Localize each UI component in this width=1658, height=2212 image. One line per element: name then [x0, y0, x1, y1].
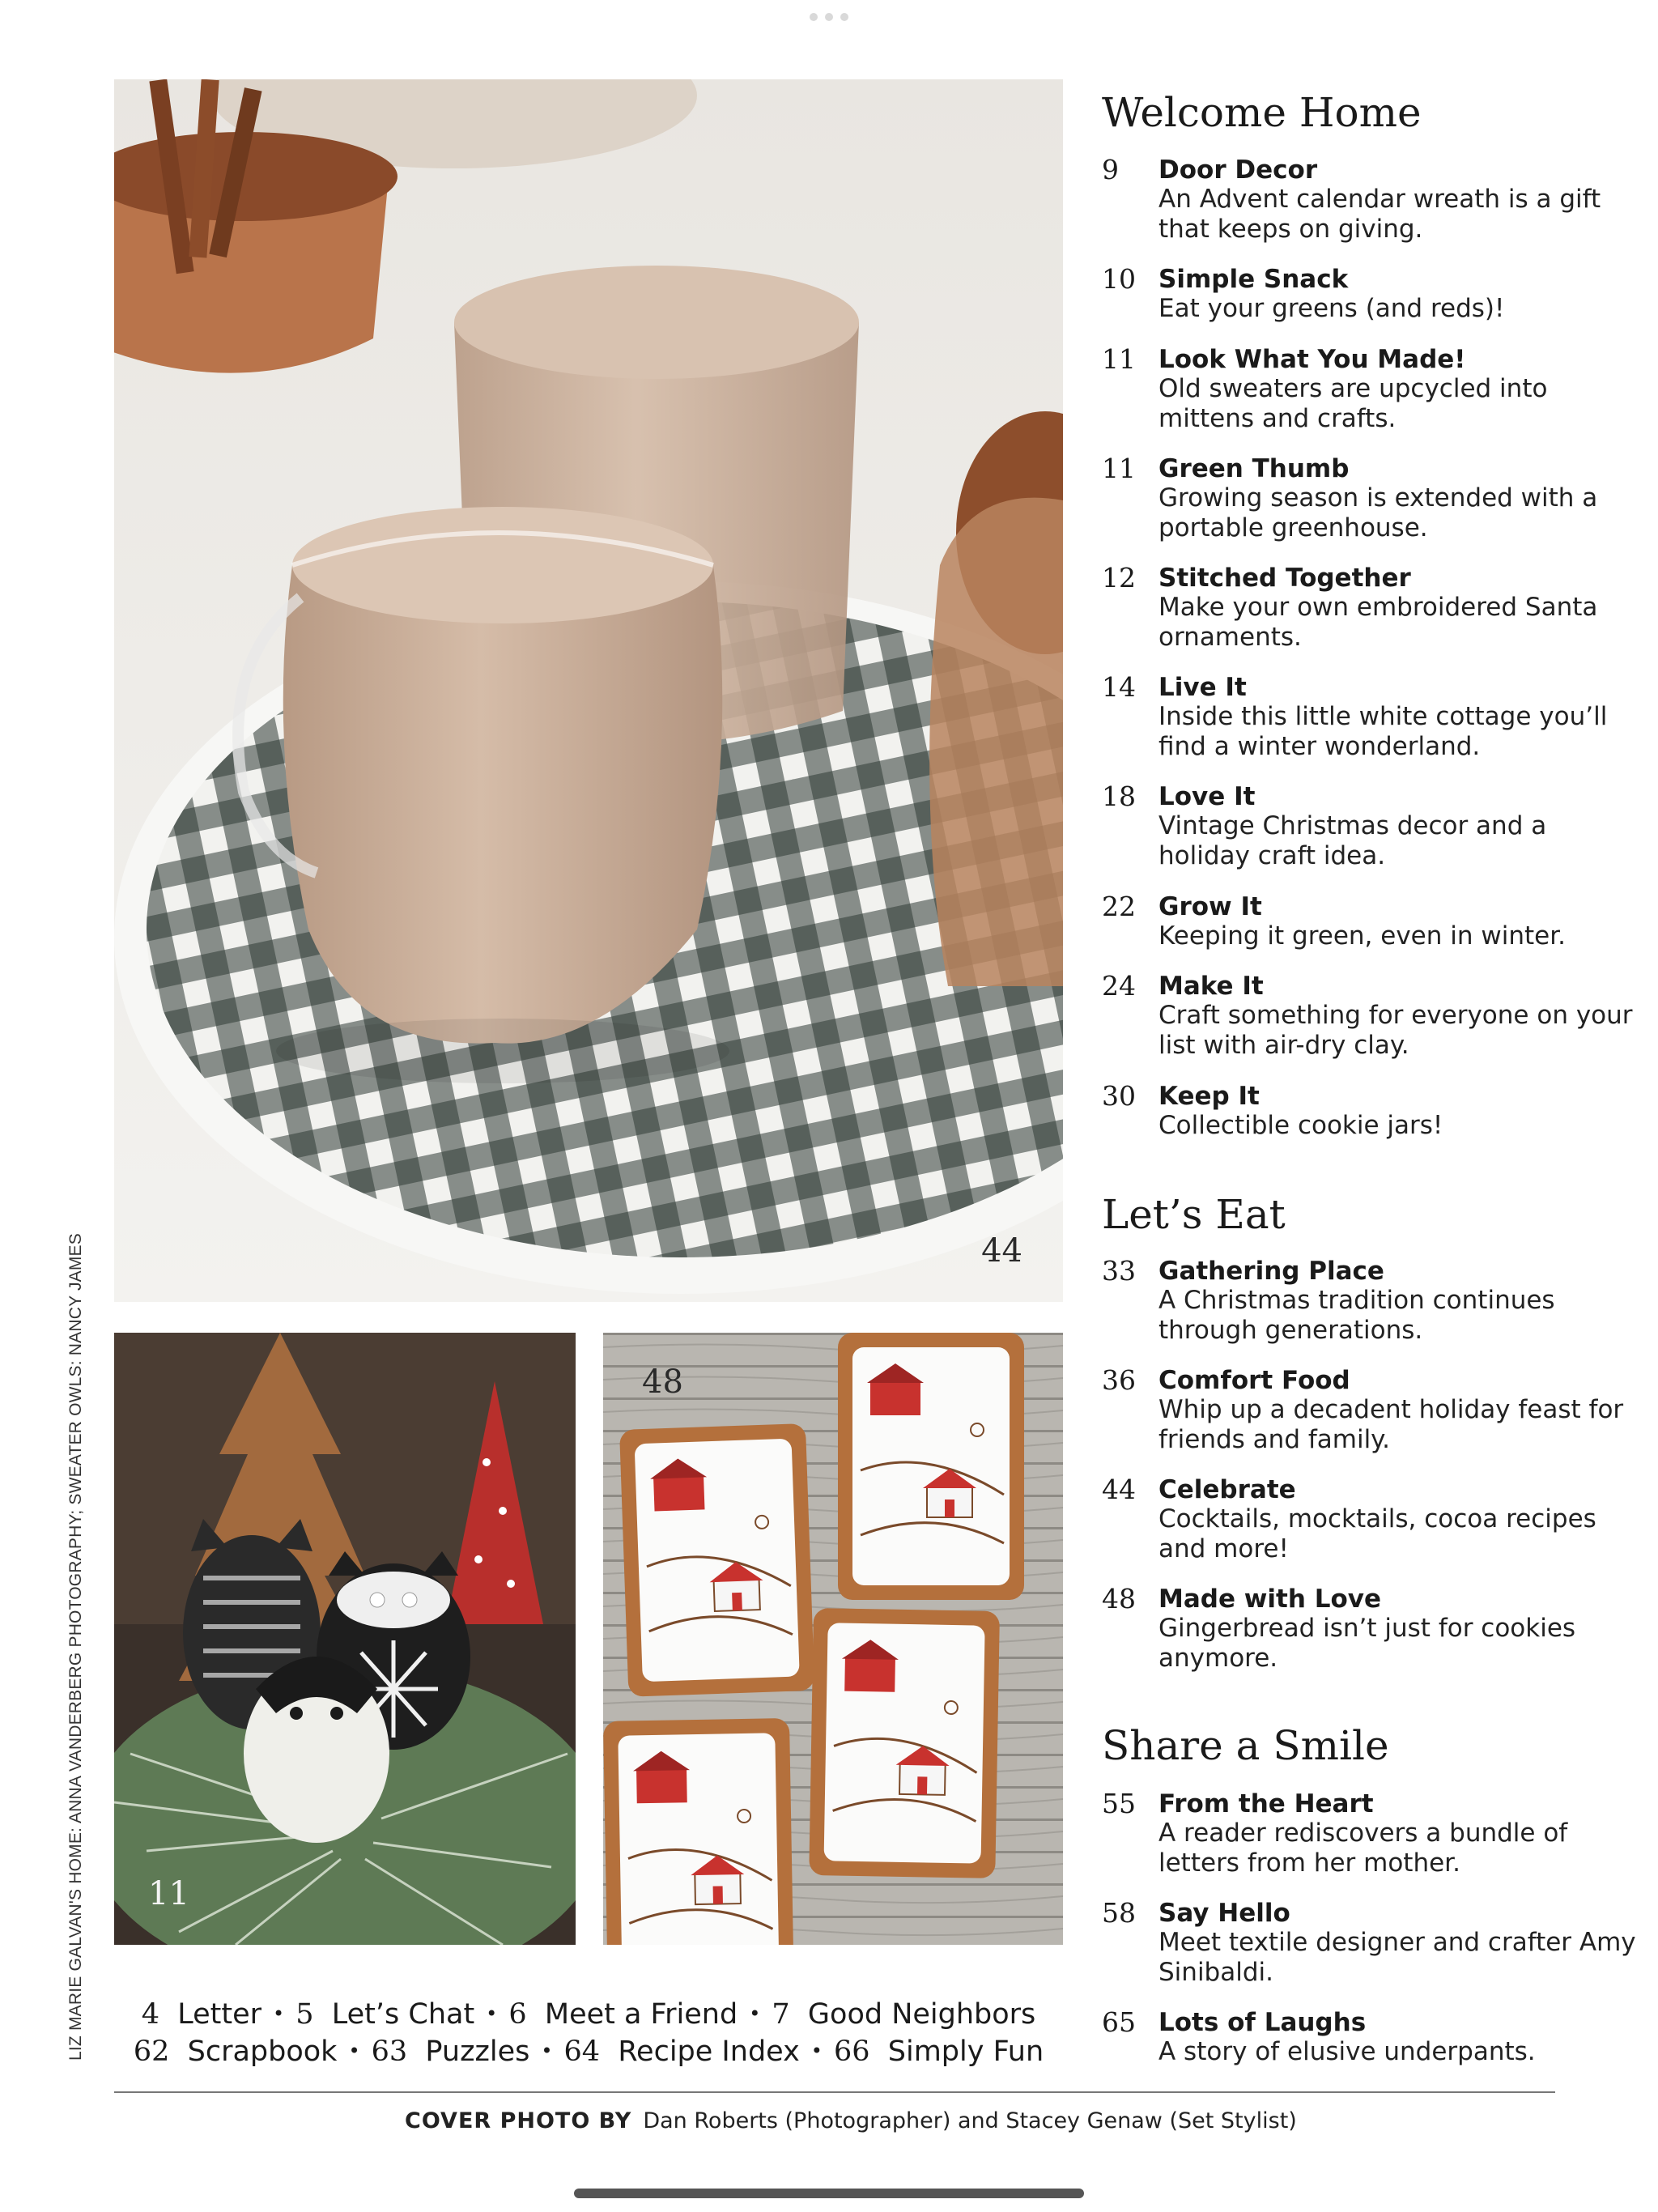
toc-page: 9 [1102, 154, 1119, 185]
toc-desc: An Advent calendar wreath is a gift that keeps on giving. [1158, 185, 1601, 244]
toc-title: Stitched Together [1158, 564, 1411, 593]
toc-page: 33 [1102, 1255, 1136, 1287]
toc-page: 30 [1102, 1080, 1136, 1112]
dept-link[interactable]: 4 Letter [141, 1998, 262, 2031]
toc-desc: Eat your greens (and reds)! [1158, 294, 1505, 323]
gingerbread-cookies-photo [603, 1333, 1063, 1945]
toc-desc: Old sweaters are upcycled into mittens and crafts. [1158, 374, 1548, 433]
toc-title: Simple Snack [1158, 265, 1349, 294]
toc-desc: A reader rediscovers a bundle of letters from her mother. [1158, 1819, 1568, 1878]
toc-page: 36 [1102, 1364, 1136, 1396]
toc-page: 18 [1102, 781, 1136, 812]
page-number-44: 44 [981, 1232, 1022, 1270]
photo-credit: LIZ MARIE GALVAN'S HOME: ANNA VANDERBERG PHOTOGRAPHY; SWEATER OWLS: NANCY JAMES [66, 1233, 85, 2061]
toc-title: Door Decor [1158, 155, 1318, 185]
toc-desc: A Christmas tradition continues through generations. [1158, 1286, 1555, 1345]
page-number-48: 48 [642, 1363, 683, 1401]
cocoa-photo [114, 79, 1063, 1302]
toc-desc: Make your own embroidered Santa ornaments. [1158, 593, 1598, 652]
toc-title: Green Thumb [1158, 454, 1350, 483]
separator: • [810, 2040, 823, 2062]
toc-desc: Cocktails, mocktails, cocoa recipes and more! [1158, 1504, 1596, 1563]
toc-title: Keep It [1158, 1082, 1260, 1111]
dept-link[interactable]: 7 Good Neighbors [772, 1998, 1036, 2031]
toc-desc: A story of elusive underpants. [1158, 2037, 1536, 2066]
section-title-share-a-smile: Share a Smile [1102, 1722, 1389, 1769]
toc-desc: Inside this little white cottage you’ll find a winter wonderland. [1158, 702, 1608, 761]
separator: • [486, 2002, 498, 2025]
separator: • [348, 2040, 360, 2062]
toc-desc: Gingerbread isn’t just for cookies anymore. [1158, 1614, 1576, 1673]
separator: • [541, 2040, 553, 2062]
separator: • [749, 2002, 761, 2025]
dept-link[interactable]: 6 Meet a Friend [508, 1998, 738, 2031]
dept-link[interactable]: 62 Scrapbook [133, 2035, 338, 2068]
toc-desc: Collectible cookie jars! [1158, 1111, 1443, 1140]
toc-title: Gathering Place [1158, 1257, 1384, 1286]
cover-credit-text: Dan Roberts (Photographer) and Stacey Genaw (Set Stylist) [643, 2108, 1297, 2133]
toc-title: Celebrate [1158, 1475, 1296, 1504]
toc-page: 58 [1102, 1897, 1136, 1929]
section-title-lets-eat: Let’s Eat [1102, 1191, 1286, 1238]
dept-link[interactable]: 5 Let’s Chat [295, 1998, 475, 2031]
toc-title: Love It [1158, 782, 1256, 811]
toc-title: Say Hello [1158, 1899, 1290, 1928]
toc-title: Live It [1158, 673, 1247, 702]
toc-page: 12 [1102, 562, 1136, 593]
multitask-handle[interactable] [810, 13, 848, 21]
toc-title: Look What You Made! [1158, 345, 1466, 374]
sweater-owls-photo [114, 1333, 576, 1945]
page-number-11: 11 [148, 1875, 189, 1912]
toc-page: 24 [1102, 970, 1136, 1002]
toc-desc: Whip up a decadent holiday feast for friends and family. [1158, 1395, 1624, 1454]
toc-title: Made with Love [1158, 1585, 1382, 1614]
dept-link[interactable]: 66 Simply Fun [833, 2035, 1044, 2068]
toc-page: 44 [1102, 1474, 1136, 1505]
toc-title: Make It [1158, 972, 1264, 1001]
departments-row-2 [114, 2035, 1063, 2068]
toc-desc: Keeping it green, even in winter. [1158, 921, 1566, 951]
toc-page: 14 [1102, 671, 1136, 703]
toc-page: 65 [1102, 2006, 1136, 2038]
toc-desc: Vintage Christmas decor and a holiday craft idea. [1158, 811, 1547, 870]
toc-desc: Meet textile designer and crafter Amy Sinibaldi. [1158, 1928, 1636, 1987]
dept-link[interactable]: 64 Recipe Index [563, 2035, 800, 2068]
toc-title: From the Heart [1158, 1789, 1374, 1819]
toc-page: 10 [1102, 263, 1136, 295]
cover-credit [405, 2108, 1297, 2133]
toc-title: Grow It [1158, 892, 1262, 921]
toc-title: Lots of Laughs [1158, 2008, 1367, 2037]
toc-desc: Craft something for everyone on your list with air-dry clay. [1158, 1001, 1633, 1060]
toc-page: 48 [1102, 1583, 1136, 1614]
toc-page: 11 [1102, 343, 1136, 375]
dept-link[interactable]: 63 Puzzles [371, 2035, 530, 2068]
toc-page: 22 [1102, 891, 1136, 922]
separator: • [273, 2002, 285, 2025]
section-title-welcome-home: Welcome Home [1102, 89, 1422, 136]
toc-desc: Growing season is extended with a portable greenhouse. [1158, 483, 1598, 542]
toc-page: 55 [1102, 1788, 1136, 1819]
cover-credit-label: COVER PHOTO BY [405, 2108, 632, 2133]
home-indicator[interactable] [574, 2189, 1084, 2198]
departments-row-1 [114, 1998, 1063, 2031]
toc-title: Comfort Food [1158, 1366, 1350, 1395]
toc-page: 11 [1102, 453, 1136, 484]
divider [114, 2091, 1555, 2093]
